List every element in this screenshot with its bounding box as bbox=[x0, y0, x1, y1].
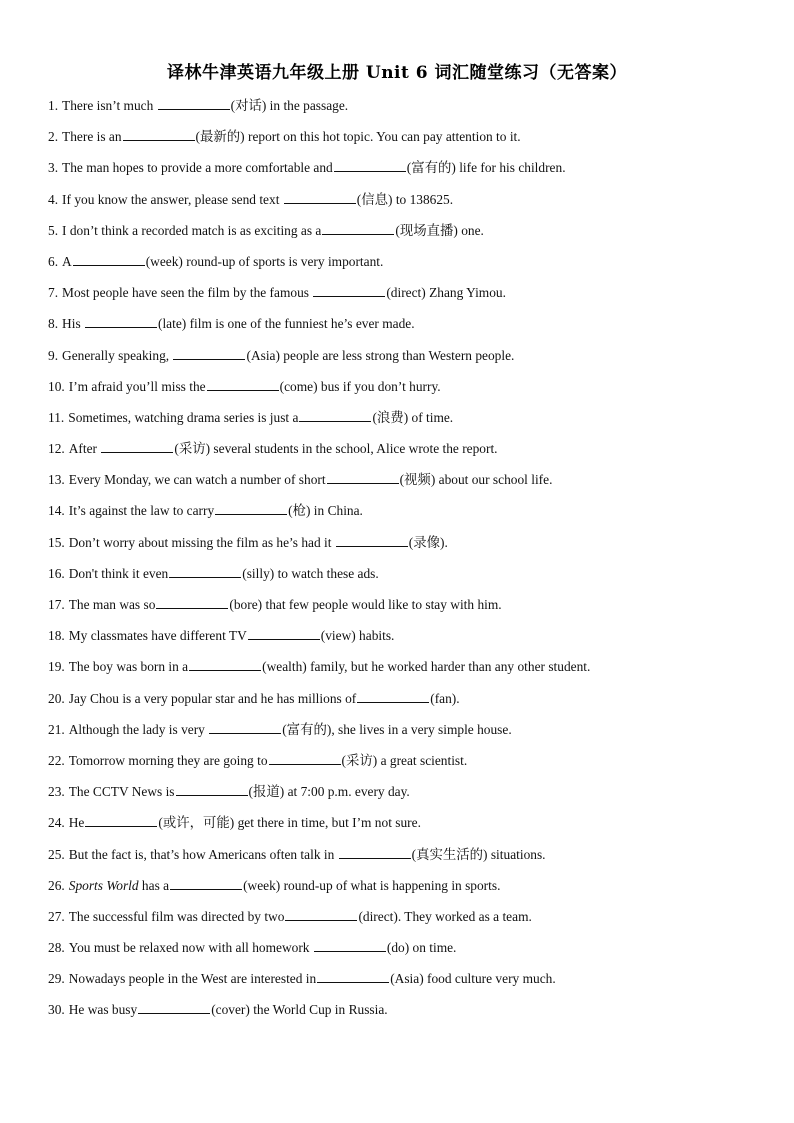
question-item bbox=[48, 500, 768, 531]
question-item bbox=[48, 844, 768, 875]
question-text-after: . bbox=[456, 690, 460, 706]
question-text-after: Zhang Yimou. bbox=[425, 285, 506, 301]
question-text-before: Every Monday, we can watch a number of short bbox=[68, 472, 326, 488]
question-text-before: Most people have seen the film by the famous bbox=[62, 285, 313, 301]
question-number: 16. bbox=[48, 565, 65, 581]
question-number: 5. bbox=[48, 222, 59, 238]
question-item bbox=[48, 95, 768, 126]
question-number: 4. bbox=[48, 191, 59, 207]
question-item bbox=[48, 407, 768, 438]
question-item bbox=[48, 220, 768, 251]
question-text-before: Don't think it even bbox=[68, 565, 169, 581]
question-hint: (silly) bbox=[242, 565, 275, 581]
question-text-before: My classmates have different TV bbox=[68, 628, 247, 644]
question-hint: (富有的) bbox=[282, 721, 332, 737]
answer-blank[interactable] bbox=[101, 440, 173, 453]
question-number: 15. bbox=[48, 534, 65, 550]
question-text-after: of time. bbox=[408, 409, 454, 425]
question-hint: (浪费) bbox=[372, 409, 409, 425]
answer-blank[interactable] bbox=[189, 658, 261, 671]
question-item bbox=[48, 812, 768, 843]
question-text-after: about our school life. bbox=[435, 472, 553, 488]
question-hint: (cover) bbox=[211, 1002, 250, 1018]
answer-blank[interactable] bbox=[299, 409, 371, 422]
answer-blank[interactable] bbox=[176, 783, 248, 796]
question-hint: (Asia) bbox=[246, 347, 280, 363]
question-text-before: There is an bbox=[62, 129, 122, 145]
question-item bbox=[48, 656, 768, 687]
question-hint: (视频) bbox=[399, 472, 436, 488]
question-text-after: one. bbox=[457, 222, 484, 238]
question-text-before: A bbox=[62, 253, 72, 269]
question-text-before: But the fact is, that’s how Americans often talk in bbox=[68, 846, 338, 862]
question-hint: (现场直播) bbox=[395, 222, 458, 238]
question-hint: (信息) bbox=[356, 191, 393, 207]
question-number: 27. bbox=[48, 908, 65, 924]
question-number: 10. bbox=[48, 378, 65, 394]
question-number: 3. bbox=[48, 160, 59, 176]
question-number: 12. bbox=[48, 441, 65, 457]
question-text-after: family, but he worked harder than any other student. bbox=[306, 659, 591, 675]
question-number: 2. bbox=[48, 129, 59, 145]
question-text-after: film is one of the funniest he’s ever made. bbox=[186, 316, 415, 332]
question-text-before: He bbox=[68, 815, 85, 831]
question-text-after: life for his children. bbox=[455, 160, 566, 176]
question-list bbox=[48, 95, 768, 1031]
question-hint: (采访) bbox=[174, 441, 211, 457]
question-text-before: After bbox=[68, 441, 101, 457]
question-item bbox=[48, 688, 768, 719]
question-item bbox=[48, 563, 768, 594]
answer-blank[interactable] bbox=[85, 814, 157, 827]
question-number: 9. bbox=[48, 347, 59, 363]
answer-blank[interactable] bbox=[173, 347, 245, 360]
question-number: 13. bbox=[48, 472, 65, 488]
question-item bbox=[48, 251, 768, 282]
question-text-after: food culture very much. bbox=[423, 971, 556, 987]
question-item bbox=[48, 438, 768, 469]
question-hint: (late) bbox=[158, 316, 187, 332]
question-italic-title: Sports World bbox=[68, 877, 139, 893]
question-item bbox=[48, 282, 768, 313]
question-item bbox=[48, 345, 768, 376]
question-number: 22. bbox=[48, 752, 65, 768]
question-text-before: Don’t worry about missing the film as he’s had it bbox=[68, 534, 335, 550]
question-text-before: Although the lady is very bbox=[68, 721, 209, 737]
answer-blank[interactable] bbox=[215, 502, 287, 515]
question-text-after: habits. bbox=[355, 628, 395, 644]
question-text-after: bus if you don’t hurry. bbox=[317, 378, 441, 394]
question-text-before: I don’t think a recorded match is as exciting as a bbox=[62, 222, 322, 238]
answer-blank[interactable] bbox=[207, 378, 279, 391]
question-number: 23. bbox=[48, 784, 65, 800]
question-hint: (Asia) bbox=[390, 971, 424, 987]
question-text-after: . They worked as a team. bbox=[397, 908, 532, 924]
question-text-after: several students in the school, Alice wrote the report. bbox=[210, 441, 498, 457]
question-text-after: , she lives in a very simple house. bbox=[331, 721, 512, 737]
question-text-after: at 7:00 p.m. every day. bbox=[284, 784, 410, 800]
question-number: 7. bbox=[48, 285, 59, 301]
question-text-after: situations. bbox=[487, 846, 546, 862]
question-text-before: There isn’t much bbox=[62, 98, 157, 113]
answer-blank[interactable] bbox=[334, 159, 406, 172]
question-number: 19. bbox=[48, 659, 65, 675]
answer-blank[interactable] bbox=[170, 877, 242, 890]
question-item bbox=[48, 189, 768, 220]
question-number: 11. bbox=[48, 409, 65, 425]
question-item bbox=[48, 750, 768, 781]
question-hint: (富有的) bbox=[406, 160, 456, 176]
question-number: 26. bbox=[48, 877, 65, 893]
question-item bbox=[48, 126, 768, 157]
answer-blank[interactable] bbox=[138, 1001, 210, 1014]
answer-blank[interactable] bbox=[156, 596, 228, 609]
question-text-before: has a bbox=[138, 877, 170, 893]
question-text-after: to 138625. bbox=[392, 191, 454, 207]
question-text-after: round-up of what is happening in sports. bbox=[280, 877, 501, 893]
answer-blank[interactable] bbox=[73, 253, 145, 266]
question-hint: (direct) bbox=[386, 285, 426, 301]
question-text-before: He was busy bbox=[68, 1002, 138, 1018]
question-item bbox=[48, 313, 768, 344]
question-hint: (真实生活的) bbox=[411, 846, 488, 862]
question-hint: (报道) bbox=[248, 784, 285, 800]
question-item bbox=[48, 968, 768, 999]
question-text-before: The man hopes to provide a more comfortable and bbox=[62, 160, 333, 176]
question-text-before: His bbox=[62, 316, 84, 332]
question-text-after: in China. bbox=[310, 503, 363, 519]
question-hint: (录像) bbox=[408, 534, 445, 550]
question-number: 18. bbox=[48, 628, 65, 644]
question-number: 17. bbox=[48, 597, 65, 612]
answer-blank[interactable] bbox=[269, 752, 341, 765]
question-text-after: the World Cup in Russia. bbox=[249, 1002, 388, 1018]
answer-blank[interactable] bbox=[85, 315, 157, 328]
question-text-before: Nowadays people in the West are interested in bbox=[68, 971, 317, 987]
answer-blank[interactable] bbox=[248, 627, 320, 640]
question-text-after: . bbox=[444, 534, 448, 550]
question-text-before: The CCTV News is bbox=[68, 784, 175, 800]
question-text-before: It’s against the law to carry bbox=[68, 503, 215, 519]
question-text-before: If you know the answer, please send text bbox=[62, 191, 283, 207]
question-hint: (do) bbox=[386, 940, 410, 956]
question-item bbox=[48, 625, 768, 656]
question-number: 21. bbox=[48, 721, 65, 737]
question-text-after: get there in time, but I’m not sure. bbox=[234, 815, 421, 831]
question-hint: (view) bbox=[320, 628, 356, 644]
answer-blank[interactable] bbox=[284, 191, 356, 204]
question-hint: (wealth) bbox=[262, 659, 307, 675]
question-item bbox=[48, 594, 768, 625]
question-number: 6. bbox=[48, 253, 59, 269]
question-text-before: Generally speaking, bbox=[62, 347, 173, 363]
question-hint: (direct) bbox=[358, 908, 398, 924]
answer-blank[interactable] bbox=[158, 97, 230, 110]
question-hint: (week) bbox=[145, 253, 183, 269]
question-item bbox=[48, 719, 768, 750]
page-title: 译林牛津英语九年级上册 Unit 6 词汇随堂练习（无答案） bbox=[166, 63, 628, 83]
question-item bbox=[48, 999, 768, 1030]
question-number: 28. bbox=[48, 940, 65, 956]
question-text-after: that few people would like to stay with him. bbox=[262, 597, 502, 612]
answer-blank[interactable] bbox=[209, 721, 281, 734]
question-text-before: I’m afraid you’ll miss the bbox=[68, 378, 206, 394]
question-hint: (bore) bbox=[229, 597, 263, 612]
answer-blank[interactable] bbox=[123, 128, 195, 141]
question-number: 29. bbox=[48, 971, 65, 987]
question-hint: (最新的) bbox=[195, 129, 245, 145]
question-text-before: The man was so bbox=[68, 597, 156, 612]
question-hint: (枪) bbox=[288, 503, 311, 519]
question-hint: (fan) bbox=[430, 690, 457, 706]
question-text-before: You must be relaxed now with all homework bbox=[68, 940, 313, 956]
question-text-before: Sometimes, watching drama series is just a bbox=[68, 409, 299, 425]
question-hint: (或许，可能) bbox=[158, 815, 235, 831]
question-number: 30. bbox=[48, 1002, 65, 1018]
question-text-before: Tomorrow morning they are going to bbox=[68, 752, 268, 768]
question-item bbox=[48, 376, 768, 407]
question-hint: (采访) bbox=[341, 752, 378, 768]
answer-blank[interactable] bbox=[285, 908, 357, 921]
question-number: 20. bbox=[48, 690, 65, 706]
question-hint: (come) bbox=[279, 378, 318, 394]
question-number: 1. bbox=[48, 98, 59, 113]
question-text-after: a great scientist. bbox=[377, 752, 468, 768]
question-number: 8. bbox=[48, 316, 59, 332]
question-text-after: in the passage. bbox=[266, 98, 349, 113]
answer-blank[interactable] bbox=[339, 846, 411, 859]
answer-blank[interactable] bbox=[327, 471, 399, 484]
question-text-after: round-up of sports is very important. bbox=[182, 253, 384, 269]
question-item bbox=[48, 781, 768, 812]
question-hint: (week) bbox=[243, 877, 281, 893]
question-text-before: The boy was born in a bbox=[68, 659, 189, 675]
question-item bbox=[48, 532, 768, 563]
question-item bbox=[48, 875, 768, 906]
answer-blank[interactable] bbox=[317, 970, 389, 983]
question-number: 14. bbox=[48, 503, 65, 519]
question-text-before: The successful film was directed by two bbox=[68, 908, 285, 924]
question-text-after: on time. bbox=[409, 940, 457, 956]
question-item bbox=[48, 157, 768, 188]
answer-blank[interactable] bbox=[322, 222, 394, 235]
answer-blank[interactable] bbox=[169, 565, 241, 578]
answer-blank[interactable] bbox=[313, 284, 385, 297]
question-text-after: to watch these ads. bbox=[274, 565, 379, 581]
question-text-after: people are less strong than Western people. bbox=[279, 347, 515, 363]
question-number: 25. bbox=[48, 846, 65, 862]
answer-blank[interactable] bbox=[357, 690, 429, 703]
question-hint: (对话) bbox=[230, 98, 267, 113]
question-text-after: report on this hot topic. You can pay attention to it. bbox=[244, 129, 521, 145]
question-text-before: Jay Chou is a very popular star and he has millions of bbox=[68, 690, 357, 706]
answer-blank[interactable] bbox=[336, 534, 408, 547]
question-item bbox=[48, 906, 768, 937]
question-item bbox=[48, 937, 768, 968]
answer-blank[interactable] bbox=[314, 939, 386, 952]
question-item bbox=[48, 469, 768, 500]
question-number: 24. bbox=[48, 815, 65, 831]
